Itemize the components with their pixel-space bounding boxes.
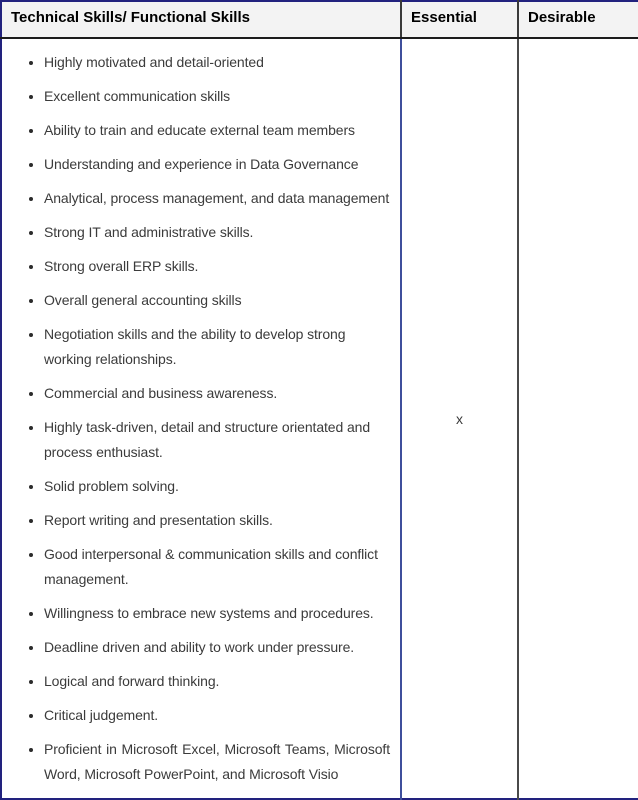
header-desirable: Desirable [518, 1, 638, 38]
skill-item: • Understanding and experience in Data Governance [44, 152, 394, 177]
skill-item: • Negotiation skills and the ability to develop strong working relationships. [44, 322, 394, 372]
essential-cell [401, 38, 518, 799]
skill-item: • Logical and forward thinking. [44, 669, 394, 694]
desirable-cell [518, 38, 638, 799]
header-technical-skills: Technical Skills/ Functional Skills [1, 1, 401, 38]
skill-item: • Report writing and presentation skills. [44, 508, 394, 533]
skill-item: • Overall general accounting skills [44, 288, 394, 313]
skill-item: • Excellent communication skills [44, 84, 394, 109]
skill-item: • Ability to train and educate external team members [44, 118, 394, 143]
header-essential: Essential [401, 1, 518, 38]
skills-list [2, 50, 394, 787]
skill-item: • Solid problem solving. [44, 474, 394, 499]
skill-item: • Analytical, process management, and data management [44, 186, 394, 211]
skill-item: • Strong IT and administrative skills. [44, 220, 394, 245]
skill-item: • Good interpersonal & communication skills and conflict management. [44, 542, 394, 592]
skill-item: • Highly task-driven, detail and structure orientated and process enthusiast. [44, 415, 394, 465]
body-row [1, 38, 638, 799]
skill-item: • Willingness to embrace new systems and procedures. [44, 601, 394, 626]
skills-cell [1, 38, 401, 799]
skill-item: • Strong overall ERP skills. [44, 254, 394, 279]
skill-item: • Proficient in Microsoft Excel, Microsoft Teams, Microsoft Word, Microsoft PowerPoint, and Microsoft Visio [44, 737, 394, 787]
skill-item: • Commercial and business awareness. [44, 381, 394, 406]
skill-item: • Highly motivated and detail-oriented [44, 50, 394, 75]
skill-item: • Deadline driven and ability to work under pressure. [44, 635, 394, 660]
header-row [1, 1, 638, 38]
essential-mark: x [456, 410, 463, 427]
skill-item: • Critical judgement. [44, 703, 394, 728]
